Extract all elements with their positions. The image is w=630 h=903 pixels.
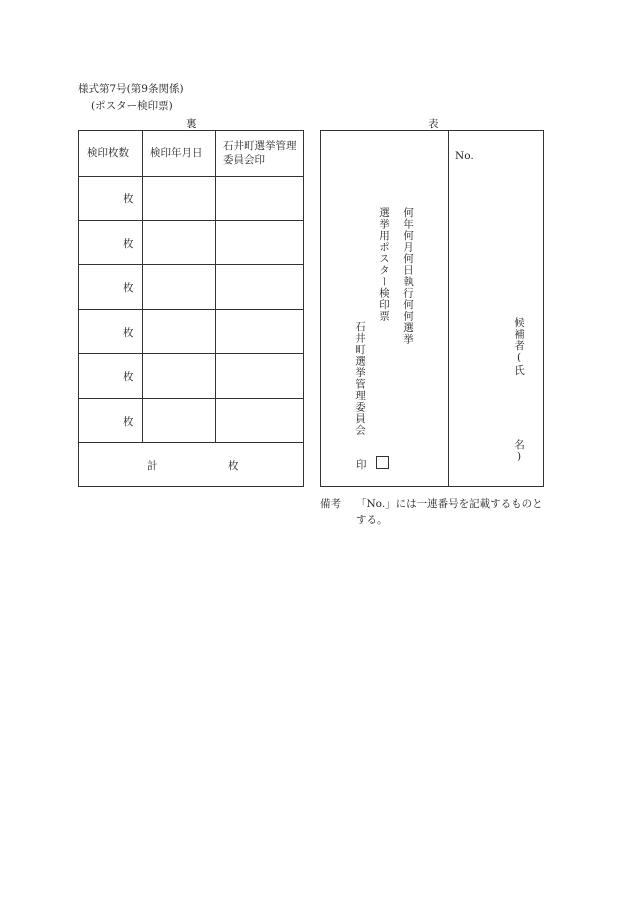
back-side-label: 裏 — [186, 118, 197, 130]
row-count-unit: 枚 — [123, 193, 134, 205]
row-count-unit: 枚 — [123, 282, 134, 294]
back-side-table — [78, 130, 304, 487]
row-divider — [79, 176, 303, 177]
header-stamp-count: 検印枚数 — [87, 147, 129, 159]
row-divider — [79, 442, 303, 443]
ticket-title: 選挙用ポスター検印票 — [378, 207, 390, 322]
form-subtitle: (ポスター検印票) — [91, 100, 173, 112]
total-unit: 枚 — [228, 460, 239, 472]
front-side-label: 表 — [428, 118, 439, 130]
row-divider — [79, 220, 303, 221]
row-count-unit: 枚 — [123, 238, 134, 250]
row-divider — [79, 398, 303, 399]
row-divider — [79, 353, 303, 354]
row-divider — [79, 264, 303, 265]
row-divider — [79, 309, 303, 310]
committee-name: 石井町選挙管理委員会 — [354, 321, 366, 436]
number-label: No. — [455, 150, 474, 162]
name-suffix: 名) — [513, 439, 525, 464]
front-divider — [448, 131, 449, 486]
seal-box — [376, 456, 389, 469]
row-count-unit: 枚 — [123, 416, 134, 428]
header-committee-seal: 石井町選挙管理委員会印 — [223, 140, 297, 166]
election-line: 何年何月何日執行何何選挙 — [402, 207, 414, 345]
row-count-unit: 枚 — [123, 327, 134, 339]
column-divider — [142, 131, 143, 442]
remarks-label: 備考 — [320, 498, 341, 510]
total-label: 計 — [147, 460, 158, 472]
candidate-label: 候補者(氏 — [513, 317, 525, 376]
header-stamp-date: 検印年月日 — [150, 147, 203, 159]
column-divider — [215, 131, 216, 442]
front-side-box — [320, 130, 544, 487]
remarks-text: 「No.」には一連番号を記載するものとする。 — [356, 498, 543, 526]
seal-label: 印 — [356, 459, 367, 471]
form-title: 様式第7号(第9条関係) — [78, 83, 184, 95]
row-count-unit: 枚 — [123, 371, 134, 383]
